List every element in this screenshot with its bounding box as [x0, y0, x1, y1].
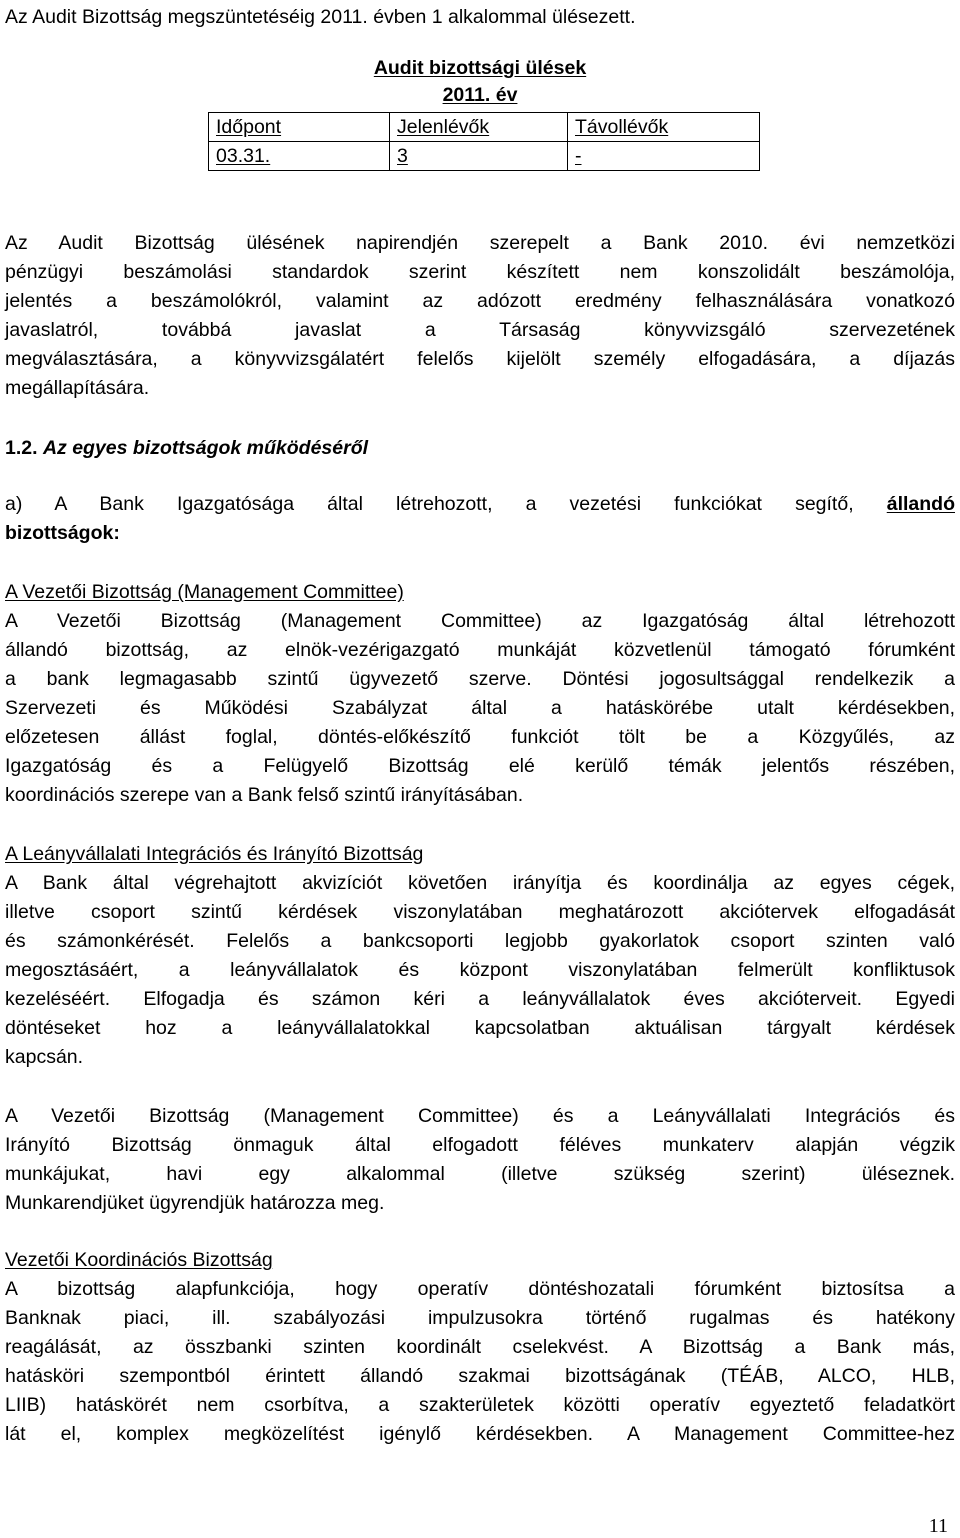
subsidiary-committee-line: kezeléséért. Elfogadja és számon kéri a leányvállalatok éves akcióterveit. Egyedi [5, 988, 955, 1010]
header-absent: Távollévők [568, 113, 760, 142]
work-plan-line: Munkarendjüket ügyrendjük határozza meg. [5, 1192, 385, 1214]
standing-committees-line [5, 494, 955, 514]
subsidiary-committee-line: és számonkérését. Felelős a bankcsoporti legjobb gyakorlatok csoport szinten való [5, 930, 955, 952]
subsidiary-committee-title: A Leányvállalati Integrációs és Irányító Bizottság [5, 843, 424, 865]
management-committee-line: a bank legmagasabb szintű ügyvezető szerve. Döntési jogosultsággal rendelkezik a [5, 668, 955, 690]
coordination-committee-line: reagálását, az összbanki szinten koordinált cselekvést. A Bizottság a Bank más, [5, 1336, 955, 1358]
standing-committees-bold: állandó [886, 493, 955, 515]
subsidiary-committee-line: döntéseket hoz a leányvállalatokkal kapcsolatban aktuálisan tárgyalt kérdések [5, 1017, 955, 1039]
standing-committees-text: a) A Bank Igazgatósága által létrehozott, a vezetési funkciókat segítő, [5, 493, 854, 515]
management-committee-line: koordinációs szerepe van a Bank felső szintű irányításában. [5, 784, 524, 806]
coordination-committee-line: lát el, komplex megközelítést igénylő kérdésekben. A Management Committee-hez [5, 1423, 955, 1445]
agenda-line: pénzügyi beszámolási standardok szerint készített nem konszolidált beszámolója, [5, 261, 955, 283]
section-heading [5, 438, 368, 458]
table-title: Audit bizottsági ülések [373, 57, 587, 79]
coordination-committee-line: A bizottság alapfunkciója, hogy operatív döntéshozatali fórumként biztosítsa a [5, 1278, 955, 1300]
work-plan-line: Irányító Bizottság önmaguk által elfogadott féléves munkaterv alapján végzik [5, 1134, 955, 1156]
intro-text: Az Audit Bizottság megszüntetéséig 2011. évben 1 alkalommal ülésezett. [5, 6, 636, 28]
agenda-line: megállapítására. [5, 377, 150, 399]
subsidiary-committee-line: A Bank által végrehajtott akvizíciót követően irányítja és koordinálja az egyes cégek, [5, 872, 955, 894]
coordination-committee-line: Banknak piaci, ill. szabályozási impulzusokra történő rugalmas és hatékony [5, 1307, 955, 1329]
management-committee-line: állandó bizottság, az elnök-vezérigazgató munkáját közvetlenül támogató fórumként [5, 639, 955, 661]
header-present: Jelenlévők [390, 113, 568, 142]
cell-date: 03.31. [209, 142, 390, 171]
work-plan-line: A Vezetői Bizottság (Management Committee) és a Leányvállalati Integrációs és [5, 1105, 955, 1127]
page-number: 11 [928, 1515, 948, 1537]
agenda-line: Az Audit Bizottság ülésének napirendjén szerepelt a Bank 2010. évi nemzetközi [5, 232, 955, 254]
coordination-committee-title: Vezetői Koordinációs Bizottság [5, 1249, 273, 1271]
agenda-line: javaslatról, továbbá javaslat a Társaság könyvvizsgáló szervezetének [5, 319, 955, 341]
section-title: Az egyes bizottságok működéséről [42, 437, 369, 459]
subsidiary-committee-line: megosztásáért, a leányvállalatok és központ viszonylatában felmerült konfliktusok [5, 959, 955, 981]
management-committee-line: Igazgatóság és a Felügyelő Bizottság elé kerülő témák jelentős részében, [5, 755, 955, 777]
management-committee-line: Szervezeti és Működési Szabályzat által a hatáskörébe utalt kérdésekben, [5, 697, 955, 719]
subsidiary-committee-line: kapcsán. [5, 1046, 84, 1068]
cell-absent-count: - [568, 142, 760, 171]
table-row [209, 142, 760, 171]
management-committee-title: A Vezetői Bizottság (Management Committee) [5, 581, 404, 603]
table-header-row [209, 113, 760, 142]
agenda-line: megválasztására, a könyvvizsgálatért felelős kijelölt személy elfogadására, a díjazás [5, 348, 955, 370]
coordination-committee-line: LIIB) hatáskörét nem csorbítva, a szakterületek közötti operatív egyeztető feladatkört [5, 1394, 955, 1416]
cell-present-count: 3 [390, 142, 568, 171]
agenda-line: jelentés a beszámolókról, valamint az adózott eredmény felhasználására vonatkozó [5, 290, 955, 312]
management-committee-line: előzetesen állást foglal, döntés-előkészítő funkciót tölt be a Közgyűlés, az [5, 726, 955, 748]
management-committee-line: A Vezetői Bizottság (Management Committee) az Igazgatóság által létrehozott [5, 610, 955, 632]
section-number: 1.2. [5, 437, 38, 459]
table-year: 2011. év [442, 84, 518, 106]
standing-committees-label: bizottságok: [5, 522, 120, 544]
coordination-committee-line: hatásköri szempontból érintett állandó szakmai bizottságának (TÉÁB, ALCO, HLB, [5, 1365, 955, 1387]
audit-meetings-table [208, 112, 760, 171]
header-time: Időpont [209, 113, 390, 142]
subsidiary-committee-line: illetve csoport szintű kérdések viszonylatában meghatározott akciótervek elfogadását [5, 901, 955, 923]
work-plan-line: munkájukat, havi egy alkalommal (illetve szükség szerint) üléseznek. [5, 1163, 955, 1185]
